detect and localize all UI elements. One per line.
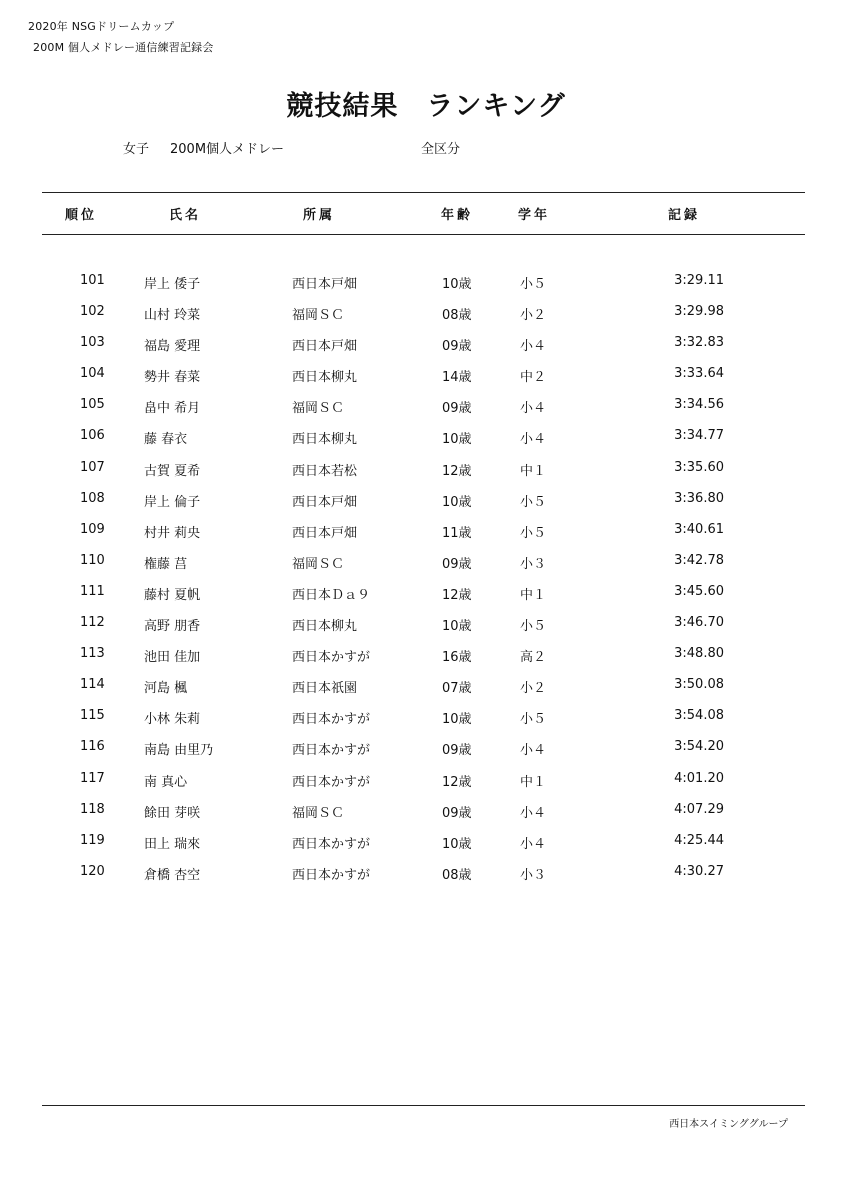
cell-club: 西日本かすが (292, 836, 371, 852)
cell-club: 西日本戸畑 (292, 525, 358, 541)
cell-name: 藤 春衣 (144, 432, 188, 448)
cell-age: 08歳 (442, 308, 472, 324)
cell-name: 池田 佳加 (144, 650, 201, 666)
cell-club: 西日本柳丸 (292, 619, 358, 635)
cell-age: 10歳 (442, 494, 472, 510)
cell-name: 南 真心 (144, 774, 188, 790)
cell-name: 勢井 春菜 (144, 370, 201, 386)
column-header-rank: 順位 (65, 208, 98, 223)
column-header-name: 氏名 (169, 208, 202, 223)
cell-grade: 小５ (520, 277, 547, 292)
cell-rank: 107 (80, 459, 105, 475)
cell-record: 3:50.08 (674, 677, 724, 693)
footer-rule (42, 1105, 805, 1106)
table-row (0, 833, 848, 864)
event-name: 2020年 NSGドリームカップ (28, 20, 175, 33)
cell-record: 3:34.77 (674, 428, 724, 444)
cell-name: 山村 玲菜 (144, 308, 201, 324)
cell-rank: 110 (80, 552, 105, 568)
cell-record: 3:40.61 (674, 521, 724, 537)
cell-club: 福岡ＳＣ (292, 556, 345, 572)
cell-record: 3:35.60 (674, 459, 724, 475)
cell-club: 西日本かすが (292, 650, 371, 666)
cell-rank: 113 (80, 646, 105, 662)
cell-club: 西日本かすが (292, 712, 371, 728)
cell-name: 河島 楓 (144, 681, 188, 697)
cell-age: 10歳 (442, 712, 472, 728)
table-row (0, 366, 848, 397)
cell-grade: 中１ (520, 774, 547, 790)
cell-name: 藤村 夏帆 (144, 587, 201, 603)
cell-age: 12歳 (442, 463, 472, 479)
cell-club: 西日本柳丸 (292, 432, 358, 448)
table-row (0, 460, 848, 491)
cell-club: 西日本柳丸 (292, 370, 358, 386)
cell-age: 09歳 (442, 339, 472, 355)
table-row (0, 615, 848, 646)
cell-age: 07歳 (442, 681, 472, 697)
cell-age: 10歳 (442, 836, 472, 852)
cell-record: 3:45.60 (674, 583, 724, 599)
cell-club: 西日本かすが (292, 867, 371, 883)
column-header-record: 記録 (668, 208, 701, 223)
cell-age: 09歳 (442, 556, 472, 572)
cell-age: 14歳 (442, 370, 472, 386)
cell-name: 岸上 倫子 (144, 494, 201, 510)
cell-record: 4:01.20 (674, 770, 724, 786)
cell-record: 4:30.27 (674, 863, 724, 879)
cell-name: 岸上 倭子 (144, 277, 201, 292)
cell-record: 3:29.98 (674, 304, 724, 320)
table-row (0, 491, 848, 522)
cell-rank: 104 (80, 366, 105, 382)
cell-club: 西日本戸畑 (292, 494, 358, 510)
cell-grade: 中１ (520, 587, 547, 603)
cell-grade: 小２ (520, 308, 547, 324)
table-row (0, 304, 848, 335)
cell-record: 4:25.44 (674, 832, 724, 848)
cell-grade: 小３ (520, 867, 547, 883)
cell-name: 畠中 希月 (144, 401, 201, 417)
cell-age: 12歳 (442, 587, 472, 603)
meet-name: 200M 個人メドレー通信練習記録会 (33, 41, 214, 54)
cell-grade: 小４ (520, 805, 547, 821)
cell-record: 3:42.78 (674, 552, 724, 568)
cell-rank: 101 (80, 273, 105, 288)
cell-age: 10歳 (442, 619, 472, 635)
cell-rank: 118 (80, 801, 105, 817)
cell-rank: 109 (80, 521, 105, 537)
table-row (0, 553, 848, 584)
cell-rank: 103 (80, 335, 105, 351)
table-row (0, 802, 848, 833)
table-row (0, 739, 848, 770)
cell-grade: 小５ (520, 619, 547, 635)
cell-grade: 中１ (520, 463, 547, 479)
results-table (0, 273, 848, 895)
cell-age: 16歳 (442, 650, 472, 666)
cell-grade: 小５ (520, 712, 547, 728)
cell-rank: 111 (80, 583, 105, 599)
cell-club: 西日本祇園 (292, 681, 358, 697)
cell-club: 西日本戸畑 (292, 277, 358, 292)
cell-name: 福島 愛理 (144, 339, 201, 355)
cell-record: 3:54.08 (674, 708, 724, 724)
table-top-rule (42, 192, 805, 193)
cell-age: 08歳 (442, 867, 472, 883)
cell-record: 4:07.29 (674, 801, 724, 817)
cell-rank: 112 (80, 615, 105, 631)
cell-rank: 120 (80, 863, 105, 879)
cell-grade: 高２ (520, 650, 547, 666)
cell-rank: 114 (80, 677, 105, 693)
cell-age: 12歳 (442, 774, 472, 790)
cell-club: 福岡ＳＣ (292, 805, 345, 821)
table-row (0, 771, 848, 802)
cell-age: 09歳 (442, 743, 472, 759)
cell-rank: 117 (80, 770, 105, 786)
column-header-club: 所属 (303, 208, 336, 223)
cell-club: 西日本かすが (292, 774, 371, 790)
cell-grade: 小２ (520, 681, 547, 697)
cell-rank: 102 (80, 304, 105, 320)
cell-grade: 小４ (520, 836, 547, 852)
column-header-age: 年齢 (441, 208, 474, 223)
cell-record: 3:54.20 (674, 739, 724, 755)
table-row (0, 397, 848, 428)
cell-name: 南島 由里乃 (144, 743, 214, 759)
table-row (0, 708, 848, 739)
table-row (0, 522, 848, 553)
cell-grade: 小５ (520, 494, 547, 510)
cell-name: 餘田 芽咲 (144, 805, 201, 821)
cell-name: 田上 瑞來 (144, 836, 201, 852)
cell-name: 古賀 夏希 (144, 463, 201, 479)
cell-age: 10歳 (442, 432, 472, 448)
gender-label: 女子 (123, 142, 150, 157)
cell-rank: 108 (80, 490, 105, 506)
table-header-rule (42, 234, 805, 235)
cell-club: 西日本若松 (292, 463, 358, 479)
table-row (0, 428, 848, 459)
cell-record: 3:34.56 (674, 397, 724, 413)
cell-age: 10歳 (442, 277, 472, 292)
division-label: 全区分 (421, 142, 461, 157)
cell-rank: 106 (80, 428, 105, 444)
cell-grade: 中２ (520, 370, 547, 386)
cell-grade: 小４ (520, 339, 547, 355)
column-header-grade: 学年 (518, 208, 551, 223)
cell-record: 3:32.83 (674, 335, 724, 351)
cell-record: 3:33.64 (674, 366, 724, 382)
cell-record: 3:48.80 (674, 646, 724, 662)
cell-age: 11歳 (442, 525, 472, 541)
cell-grade: 小４ (520, 432, 547, 448)
cell-club: 西日本Ｄａ９ (292, 587, 371, 603)
cell-record: 3:46.70 (674, 615, 724, 631)
cell-grade: 小４ (520, 743, 547, 759)
cell-grade: 小４ (520, 401, 547, 417)
cell-name: 権藤 莒 (144, 556, 188, 572)
table-row (0, 864, 848, 895)
cell-club: 西日本かすが (292, 743, 371, 759)
cell-club: 福岡ＳＣ (292, 401, 345, 417)
cell-rank: 115 (80, 708, 105, 724)
event-label: 200M個人メドレー (170, 142, 285, 157)
table-row (0, 273, 848, 304)
page-title: 競技結果 ランキング (286, 91, 566, 122)
cell-name: 村井 莉央 (144, 525, 201, 541)
cell-club: 福岡ＳＣ (292, 308, 345, 324)
cell-name: 小林 朱莉 (144, 712, 201, 728)
cell-club: 西日本戸畑 (292, 339, 358, 355)
table-row (0, 584, 848, 615)
cell-record: 3:36.80 (674, 490, 724, 506)
table-row (0, 335, 848, 366)
table-row (0, 677, 848, 708)
cell-grade: 小５ (520, 525, 547, 541)
cell-rank: 119 (80, 832, 105, 848)
cell-age: 09歳 (442, 401, 472, 417)
cell-name: 倉橋 杏空 (144, 867, 201, 883)
cell-rank: 105 (80, 397, 105, 413)
table-row (0, 646, 848, 677)
footer-organization: 西日本スイミンググループ (669, 1119, 788, 1130)
cell-name: 高野 朋香 (144, 619, 201, 635)
cell-record: 3:29.11 (674, 273, 724, 288)
cell-grade: 小３ (520, 556, 547, 572)
cell-rank: 116 (80, 739, 105, 755)
cell-age: 09歳 (442, 805, 472, 821)
